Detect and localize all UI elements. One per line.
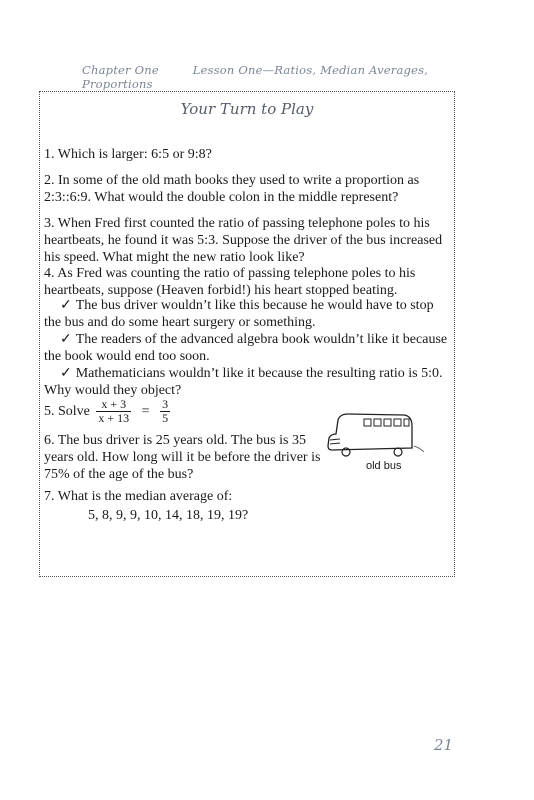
question-4-option-c <box>44 365 449 399</box>
question-7: 7. What is the median average of: <box>44 489 233 504</box>
equals-sign: = <box>141 404 150 419</box>
question-4: 4. As Fred was counting the ratio of passing telephone poles to his heartbeats, suppose (Heaven forbid!) his heart stopped beating. <box>44 266 416 298</box>
question-6: 6. The bus driver is 25 years old. The bus is 35 years old. How long will it be before the driver is 75% of the age of the bus? <box>44 433 321 482</box>
lesson-label: Lesson One—Ratios, Median Averages, Proportions <box>82 63 429 91</box>
fraction-left-numerator: x + 3 <box>96 398 131 412</box>
bus-caption: old bus <box>366 460 402 472</box>
question-5-label: 5. Solve <box>44 404 90 419</box>
option-a-text: The bus driver wouldn’t like this because he would have to stop the bus and do some heart surgery or something. <box>44 298 434 330</box>
question-5 <box>44 398 324 425</box>
option-c-text: Mathematicians wouldn’t like it because the resulting ratio is 5:0. Why would they object? <box>44 366 443 398</box>
fraction-left <box>96 398 131 425</box>
question-2: 2. In some of the old math books they used to write a proportion as 2:3::6:9. What would the double colon in the middle represent? <box>44 173 420 205</box>
page-number: 21 <box>434 736 454 754</box>
fraction-right-denominator: 5 <box>162 411 169 425</box>
bus-icon <box>326 412 426 467</box>
box-title: Your Turn to Play <box>180 100 314 118</box>
fraction-right-numerator: 3 <box>162 397 169 411</box>
option-b-text: The readers of the advanced algebra book wouldn’t like it because the book would end too soon. <box>44 332 448 364</box>
page-header <box>82 63 462 91</box>
median-number-list: 5, 8, 9, 9, 10, 14, 18, 19, 19? <box>88 508 249 523</box>
chapter-label: Chapter One <box>82 63 159 77</box>
question-4-option-b <box>44 331 449 365</box>
question-3: 3. When Fred first counted the ratio of passing telephone poles to his heartbeats, he found it was 5:3. Suppose the driver of the bus increased his speed. What might the new ratio look like? <box>44 216 443 265</box>
question-4-option-a <box>44 297 449 331</box>
check-icon: ✓ <box>60 298 72 313</box>
check-icon: ✓ <box>60 366 72 381</box>
fraction-right <box>160 398 170 425</box>
check-icon: ✓ <box>60 332 72 347</box>
fraction-left-denominator: x + 13 <box>98 411 130 425</box>
question-1: 1. Which is larger: 6:5 or 9:8? <box>44 147 212 162</box>
